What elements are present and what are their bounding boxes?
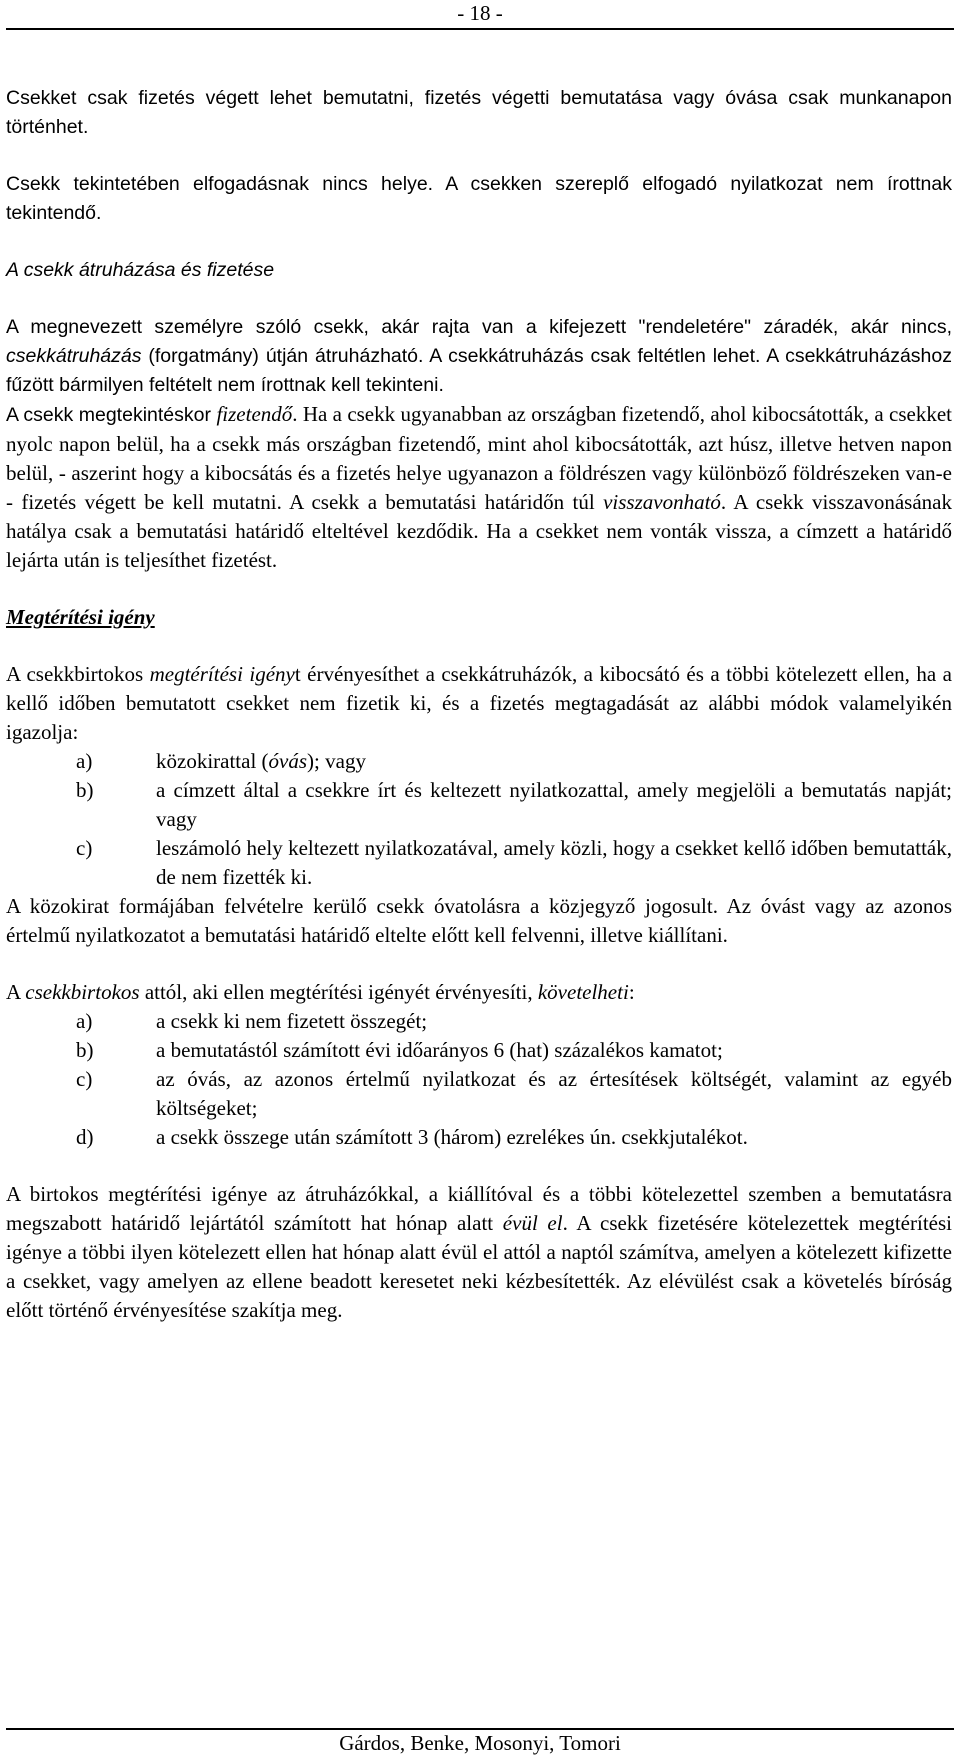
list-item: d) a csekk összege után számított 3 (három) ezrelékes ún. csekkjutalékot. (76, 1125, 748, 1149)
paragraph-payment: A csekk megtekintéskor fizetendő. Ha a csekk ugyanabban az országban fizetendő, ahol kibocsátották, a csekket nyolc napon belül, ha a csekk más országban fizetendő, mint ahol kibocsátották, azt húsz, illetve hetven napon belül, - aszerint hogy a kibocsátás és a fizetés helye ugyanazon a földrészen vagy különböző földrészeken van-e - fizetés végett be kell mutatni. A csekk a bemutatási határidőn túl visszavonható. A csekk visszavonásának hatálya csak a bemutatási határidő elteltével kezdődik. Ha a csekket nem vonták vissza, a címzett a határidő lejárta után is teljesíthet fizetést. (6, 402, 952, 572)
paragraph-limitation: A birtokos megtérítési igénye az átruházókkal, a kiállítóval és a többi kötelezettel szemben a bemutatásra megszabott határidő lejártától számított hat hónap alatt évül el. A csekk fizetésére kötelezettek megtérítési igénye a többi ilyen kötelezett ellen hat hónap alatt évül el attól a naptól számítva, amelyen a kötelezett kifizette a csekket, vagy amelyen az ellene beadott keresetet neki kézbesítették. Az elévülést csak a követelés bíróság előtt történő érvényesítése szakítja meg. (6, 1182, 952, 1322)
list-item: b) a címzett által a csekkre írt és keltezett nyilatkozattal, amely megjelöli a bemutatás napját; vagy (76, 778, 952, 831)
paragraph-transfer: A megnevezett személyre szóló csekk, akár rajta van a kifejezett "rendeletére" záradék, akár nincs, csekkátruházás (forgatmány) útján átruházható. A csekkátruházás csak feltétlen lehet. A csekkátruházáshoz fűzött bármilyen feltételt nem írottnak kell tekinteni. (6, 316, 952, 396)
list-item: b) a bemutatástól számított évi időarányos 6 (hat) százalékos kamatot; (76, 1038, 723, 1062)
claims-list (6, 1007, 952, 1152)
document-body (6, 84, 952, 1325)
section-title-transfer: A csekk átruházása és fizetése (6, 259, 275, 281)
paragraph-claims: A csekkbirtokos attól, aki ellen megtérítési igényét érvényesíti, követelheti: (6, 980, 635, 1004)
list-item: c) leszámoló hely keltezett nyilatkozatával, amely közli, hogy a csekket kellő időben bemutatták, de nem fizették ki. (76, 836, 952, 889)
page-number: - 18 - (457, 1, 503, 25)
section-title-recourse: Megtérítési igény (6, 605, 155, 629)
footer-authors: Gárdos, Benke, Mosonyi, Tomori (339, 1731, 621, 1755)
list-item: a) a csekk ki nem fizetett összegét; (76, 1009, 428, 1033)
paragraph-recourse-intro: A csekkbirtokos megtérítési igényt érvényesíthet a csekkátruházók, a kibocsátó és a többi kötelezett ellen, ha a kellő időben bemutatott csekket nem fizetik ki, és a fizetés megtagadását az alábbi módok valamelyikén igazolja: (6, 662, 953, 744)
list-item: c) az óvás, az azonos értelmű nyilatkozat és az értesítések költségét, valamint az egyéb költségeket; (76, 1067, 952, 1120)
paragraph-acceptance: Csekk tekintetében elfogadásnak nincs helye. A csekken szereplő elfogadó nyilatkozat nem írottnak tekintendő. (6, 173, 952, 224)
list-item: a) közokirattal (óvás); vagy (76, 749, 366, 773)
proof-methods-list (6, 747, 952, 892)
paragraph-presentment: Csekket csak fizetés végett lehet bemutatni, fizetés végetti bemutatása vagy óvása csak munkanapon történhet. (6, 87, 952, 138)
paragraph-notary: A közokirat formájában felvételre kerülő csekk óvatolásra a közjegyző jogosult. Az óvást vagy az azonos értelmű nyilatkozatot a bemutatási határidő eltelte előtt kell felvenni, illetve kiállítani. (6, 894, 952, 947)
header-rule (6, 28, 954, 30)
